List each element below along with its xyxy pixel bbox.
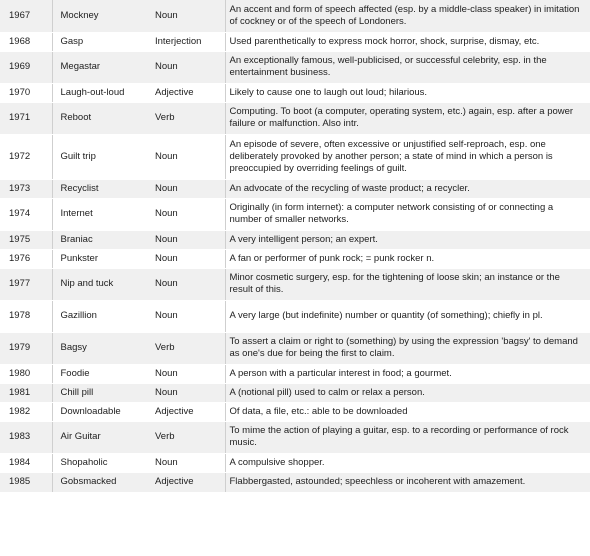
part-of-speech-cell: Adjective xyxy=(150,83,225,102)
part-of-speech-cell: Verb xyxy=(150,102,225,134)
part-of-speech-cell: Noun xyxy=(150,453,225,472)
definition-cell: A (notional pill) used to calm or relax a person. xyxy=(225,383,590,402)
year-cell: 1982 xyxy=(0,402,52,421)
year-cell: 1981 xyxy=(0,383,52,402)
part-of-speech-cell: Noun xyxy=(150,179,225,198)
table-row xyxy=(0,51,590,83)
definition-cell: A compulsive shopper. xyxy=(225,453,590,472)
part-of-speech-cell: Noun xyxy=(150,134,225,179)
table-row xyxy=(0,300,590,332)
table-row xyxy=(0,402,590,421)
part-of-speech-cell: Noun xyxy=(150,198,225,230)
word-cell: Recyclist xyxy=(52,179,150,198)
table-row xyxy=(0,364,590,383)
definition-cell: A very intelligent person; an expert. xyxy=(225,230,590,249)
part-of-speech-cell: Noun xyxy=(150,300,225,332)
word-cell: Foodie xyxy=(52,364,150,383)
word-cell: Gazillion xyxy=(52,300,150,332)
year-cell: 1978 xyxy=(0,300,52,332)
part-of-speech-cell: Noun xyxy=(150,383,225,402)
year-cell: 1968 xyxy=(0,32,52,51)
word-cell: Gobsmacked xyxy=(52,472,150,492)
definition-cell: A fan or performer of punk rock; = punk rocker n. xyxy=(225,249,590,268)
part-of-speech-cell: Noun xyxy=(150,51,225,83)
word-cell: Reboot xyxy=(52,102,150,134)
word-cell: Punkster xyxy=(52,249,150,268)
word-cell: Bagsy xyxy=(52,332,150,364)
year-cell: 1969 xyxy=(0,51,52,83)
table-row xyxy=(0,249,590,268)
definition-cell: An episode of severe, often excessive or unjustified self-reproach, esp. one deliberately provoked by another person; a state of mind in which a person is preoccupied by overriding feelings of guilt. xyxy=(225,134,590,179)
year-cell: 1985 xyxy=(0,472,52,492)
year-cell: 1984 xyxy=(0,453,52,472)
table-row xyxy=(0,332,590,364)
definition-cell: To mime the action of playing a guitar, esp. to a recording or performance of rock music. xyxy=(225,421,590,453)
year-cell: 1979 xyxy=(0,332,52,364)
part-of-speech-cell: Noun xyxy=(150,249,225,268)
definition-cell: A very large (but indefinite) number or quantity (of something); chiefly in pl. xyxy=(225,300,590,332)
part-of-speech-cell: Verb xyxy=(150,332,225,364)
word-cell: Downloadable xyxy=(52,402,150,421)
table-row xyxy=(0,134,590,179)
word-cell: Shopaholic xyxy=(52,453,150,472)
word-cell: Laugh-out-loud xyxy=(52,83,150,102)
word-cell: Chill pill xyxy=(52,383,150,402)
word-cell: Mockney xyxy=(52,0,150,32)
part-of-speech-cell: Noun xyxy=(150,268,225,300)
definition-cell: Used parenthetically to express mock horror, shock, surprise, dismay, etc. xyxy=(225,32,590,51)
word-cell: Megastar xyxy=(52,51,150,83)
definition-cell: An accent and form of speech affected (esp. by a middle-class speaker) in imitation of cockney or of the speech of Londoners. xyxy=(225,0,590,32)
word-cell: Gasp xyxy=(52,32,150,51)
part-of-speech-cell: Adjective xyxy=(150,402,225,421)
table-row xyxy=(0,0,590,32)
definition-cell: Flabbergasted, astounded; speechless or incoherent with amazement. xyxy=(225,472,590,492)
definition-cell: An advocate of the recycling of waste product; a recycler. xyxy=(225,179,590,198)
year-cell: 1970 xyxy=(0,83,52,102)
table-row xyxy=(0,198,590,230)
year-cell: 1972 xyxy=(0,134,52,179)
definition-cell: Originally (in form internet): a computer network consisting of or connecting a number of smaller networks. xyxy=(225,198,590,230)
definition-cell: Minor cosmetic surgery, esp. for the tightening of loose skin; an instance or the result of this. xyxy=(225,268,590,300)
word-cell: Internet xyxy=(52,198,150,230)
year-cell: 1980 xyxy=(0,364,52,383)
part-of-speech-cell: Adjective xyxy=(150,472,225,492)
word-cell: Nip and tuck xyxy=(52,268,150,300)
definition-cell: To assert a claim or right to (something) by using the expression 'bagsy' to demand as one's due for being the first to claim. xyxy=(225,332,590,364)
table-row xyxy=(0,83,590,102)
word-cell: Air Guitar xyxy=(52,421,150,453)
part-of-speech-cell: Interjection xyxy=(150,32,225,51)
year-cell: 1971 xyxy=(0,102,52,134)
definition-cell: Of data, a file, etc.: able to be downloaded xyxy=(225,402,590,421)
word-cell: Braniac xyxy=(52,230,150,249)
table-row xyxy=(0,472,590,492)
part-of-speech-cell: Noun xyxy=(150,230,225,249)
table-row xyxy=(0,453,590,472)
definition-cell: Likely to cause one to laugh out loud; hilarious. xyxy=(225,83,590,102)
year-cell: 1983 xyxy=(0,421,52,453)
table-row xyxy=(0,383,590,402)
part-of-speech-cell: Verb xyxy=(150,421,225,453)
definition-cell: An exceptionally famous, well-publicised, or successful celebrity, esp. in the entertainment business. xyxy=(225,51,590,83)
year-cell: 1973 xyxy=(0,179,52,198)
table-row xyxy=(0,268,590,300)
year-cell: 1974 xyxy=(0,198,52,230)
word-cell: Guilt trip xyxy=(52,134,150,179)
part-of-speech-cell: Noun xyxy=(150,364,225,383)
table-row xyxy=(0,421,590,453)
definition-cell: Computing. To boot (a computer, operating system, etc.) again, esp. after a power failure or malfunction. Also intr. xyxy=(225,102,590,134)
year-cell: 1977 xyxy=(0,268,52,300)
table-row xyxy=(0,102,590,134)
year-cell: 1975 xyxy=(0,230,52,249)
table-row xyxy=(0,179,590,198)
year-cell: 1967 xyxy=(0,0,52,32)
definition-cell: A person with a particular interest in food; a gourmet. xyxy=(225,364,590,383)
table-row xyxy=(0,230,590,249)
table-row xyxy=(0,32,590,51)
part-of-speech-cell: Noun xyxy=(150,0,225,32)
year-cell: 1976 xyxy=(0,249,52,268)
